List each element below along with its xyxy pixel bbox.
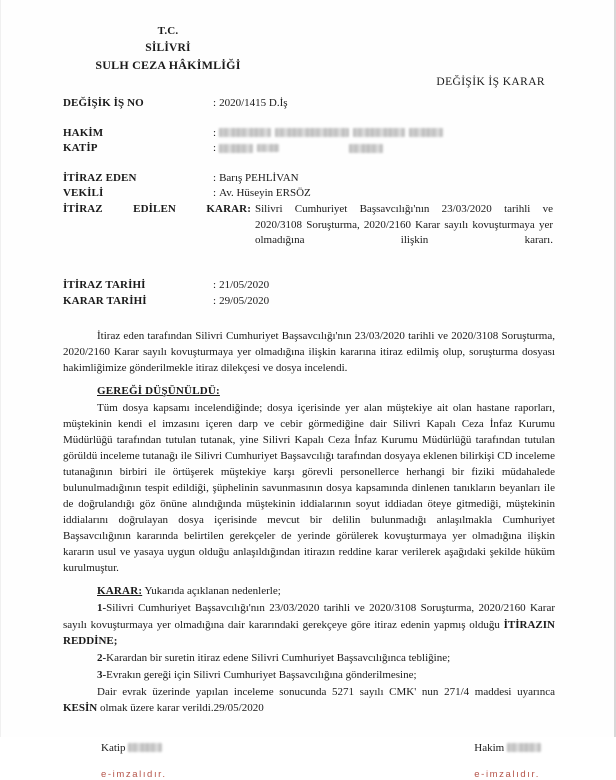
- colon-objection-date: :: [213, 279, 217, 292]
- field-value-objection-date: [213, 278, 555, 294]
- field-label-contested-decision: [63, 202, 255, 218]
- court-header-line-tc: T.C.: [157, 25, 179, 37]
- decision-item-1-emphasis: İTİRAZIN REDDİNE;: [63, 618, 555, 647]
- colon-judge: :: [213, 126, 217, 139]
- signature-judge-role: Hakim: [474, 741, 505, 754]
- redacted-bar-judge-signature: [507, 743, 541, 752]
- paragraph-decision-heading: [63, 583, 555, 599]
- colon-decision-date: :: [213, 295, 217, 308]
- decision-item-2-text: Karardan bir suretin itiraz edene Silivri Cumhuriyet Başsavcılığınca tebliğine;: [106, 651, 451, 664]
- field-label-objector: İTİRAZ EDEN: [63, 171, 137, 184]
- field-label-attorney: VEKİLİ: [63, 187, 104, 200]
- paragraph-intro: İtiraz eden tarafından Silivri Cumhuriyet Başsavcılığı'nın 23/03/2020 tarihli ve 2020/3108 Soruşturma, 2020/2160 Karar sayılı kovuşturmaya yer olmadığına ilişkin kararına itiraz edilmiş olup, soruşturma dosyası hakimliğimize gönderilmekle itiraz dilekçesi ve dosya incelendi.: [63, 329, 555, 374]
- closing-text-pre: Dair evrak üzerinde yapılan inceleme sonucunda 5271 sayılı CMK' nun 271/4 maddesi uyarınca: [97, 685, 555, 698]
- paragraph-considered-heading: [63, 383, 555, 399]
- colon-objector: :: [213, 171, 217, 184]
- objection-date-text: 21/05/2020: [219, 279, 270, 292]
- decision-item-3-text: Evrakın gereği için Silivri Cumhuriyet Başsavcılığına gönderilmesine;: [106, 668, 417, 681]
- contested-label-part-2: EDİLEN: [133, 203, 176, 216]
- attorney-name: Av. Hüseyin ERSÖZ: [219, 187, 311, 200]
- field-value-attorney: [213, 186, 555, 202]
- document-kind-title: DEĞİŞİK İŞ KARAR: [436, 76, 545, 88]
- field-label-judge: HAKİM: [63, 126, 104, 139]
- redacted-bar-judge-1: [219, 128, 271, 137]
- field-row-decision-date: [63, 294, 555, 310]
- field-row-objector: [63, 171, 555, 187]
- paragraph-closing: [63, 684, 555, 716]
- decision-item-3-number: 3-: [97, 668, 107, 681]
- field-row-clerk: [63, 141, 555, 157]
- redacted-bar-judge-2: [275, 128, 349, 137]
- field-row-case-no: [63, 96, 555, 112]
- signature-judge-role-line: [474, 742, 545, 754]
- paragraph-considered-text: Tüm dosya kapsamı incelendiğinde; dosya içerisinde yer alan müştekiye ait olan hastane raporları, müştekinin kendi el imzasını içeren darp ve cebir görmediğine dair Silivri Kapalı Ceza İnfaz Kurumu Müdürlüğü tarafından tutulan tutanak, yine Silivri Kapalı Ceza İnfaz Kurumu Müdürlüğü tarafından tutulan görüldü inceleme tutanağı ile Silivri Cumhuriyet Başsavcılığı tarafından dosyaya eklenen bilirkişi CD inceleme tutanağının birbiri ile örtüşerek müştekiye karşı görevli personellerce herhangi bir fiziki müdahalede bulunulmadığının tespit edildiği, şüphelinin savunmasının dosya kapsamında dinlenen tanıkların beyanları ile de doğrulandığı göz önüne alındığında müştekinin iddialarının soyut iddiadan öteye gitmediği, müştekinin iddialarını doğrulayan dosya içerisinde mevcut bir delilin bulunmadığı anlaşılmakla Cumhuriyet Başsavcılığının kararında belirtilen gerekçeler de yerinde görülerek kovuşturmaya yer olmadığına ilişkin kararın usul ve yasaya uygun olduğu anlaşıldığından itirazın reddine karar verilerek aşağıdaki şekilde hüküm kurulmuştur.: [63, 401, 555, 575]
- field-label-clerk: KATİP: [63, 142, 98, 155]
- court-header-line-court: SULH CEZA HÂKİMLİĞİ: [95, 57, 241, 72]
- colon-clerk: :: [213, 142, 217, 155]
- field-value-judge: [213, 126, 555, 142]
- field-label-case-no: DEĞİŞİK İŞ NO: [63, 97, 144, 109]
- field-value-case-no: [213, 96, 555, 112]
- decision-date-text: 29/05/2020: [219, 295, 270, 308]
- signature-clerk-role-line: [101, 742, 167, 754]
- court-header-line-city: SİLİVRİ: [145, 41, 191, 54]
- signature-judge: [474, 742, 545, 780]
- heading-karar: KARAR:: [97, 585, 143, 598]
- signature-clerk-esignature: e-imzalıdır.: [101, 768, 167, 780]
- signature-clerk: [101, 742, 167, 780]
- redacted-bar-clerk-2: [257, 144, 279, 152]
- field-label-objection-date: İTİRAZ TARİHİ: [63, 279, 146, 292]
- redacted-bar-clerk-1: [219, 144, 253, 153]
- signature-block: [63, 742, 555, 780]
- field-value-clerk: [213, 141, 555, 157]
- colon-case-no: :: [213, 97, 217, 109]
- paragraph-decision-item-1: [63, 600, 555, 648]
- field-label-decision-date: KARAR TARİHİ: [63, 295, 147, 308]
- decision-lead-text: Yukarıda açıklanan nedenlerle;: [144, 585, 281, 598]
- closing-text-post: olmak üzere karar verildi.29/05/2020: [97, 701, 264, 714]
- colon-attorney: :: [213, 187, 217, 200]
- document-sheet: [63, 0, 555, 780]
- paragraph-decision-item-3: [63, 667, 555, 683]
- contested-label-part-1: İTİRAZ: [63, 203, 103, 216]
- field-value-objector: [213, 171, 555, 187]
- redacted-bar-clerk-signature: [128, 743, 162, 752]
- redacted-bar-judge-4: [409, 128, 443, 137]
- field-row-contested-decision: [63, 202, 555, 264]
- court-header: [63, 24, 273, 74]
- field-row-attorney: [63, 186, 555, 202]
- decision-item-1-text: Silivri Cumhuriyet Başsavcılığı'nın 23/03/2020 tarihli ve 2020/3108 Soruşturma, 2020/2160 Karar sayılı kovuşturmaya yer olmadığına dair kararındaki gerekçeye göre itiraz edenin yapmış olduğu: [63, 602, 555, 631]
- document-body: [63, 328, 555, 716]
- paragraph-decision-item-2: [63, 650, 555, 666]
- field-value-contested-decision: Silivri Cumhuriyet Başsavcılığı'nın 23/03/2020 tarihli ve 2020/3108 Soruşturma, 2020/2160 Karar sayılı kovuşturmaya yer olmadığına ilişkin kararı.: [255, 203, 553, 247]
- redacted-bar-judge-3: [353, 128, 405, 137]
- contested-label-part-3: KARAR:: [206, 203, 251, 216]
- decision-item-2-number: 2-: [97, 651, 107, 664]
- case-no-text: 2020/1415 D.İş: [219, 97, 288, 109]
- objector-name: Barış PEHLİVAN: [219, 171, 299, 184]
- signature-clerk-role: Katip: [101, 741, 126, 754]
- signature-judge-esignature: e-imzalıdır.: [474, 768, 540, 780]
- field-value-decision-date: [213, 294, 555, 310]
- redacted-bar-clerk-3: [349, 144, 383, 153]
- closing-emphasis-kesin: KESİN: [63, 701, 98, 714]
- field-row-judge: [63, 126, 555, 142]
- field-list: [63, 96, 555, 310]
- heading-gerekli-dusunuldu: GEREĞİ DÜŞÜNÜLDÜ:: [97, 384, 220, 397]
- field-row-objection-date: [63, 278, 555, 294]
- decision-item-1-number: 1-: [97, 602, 107, 615]
